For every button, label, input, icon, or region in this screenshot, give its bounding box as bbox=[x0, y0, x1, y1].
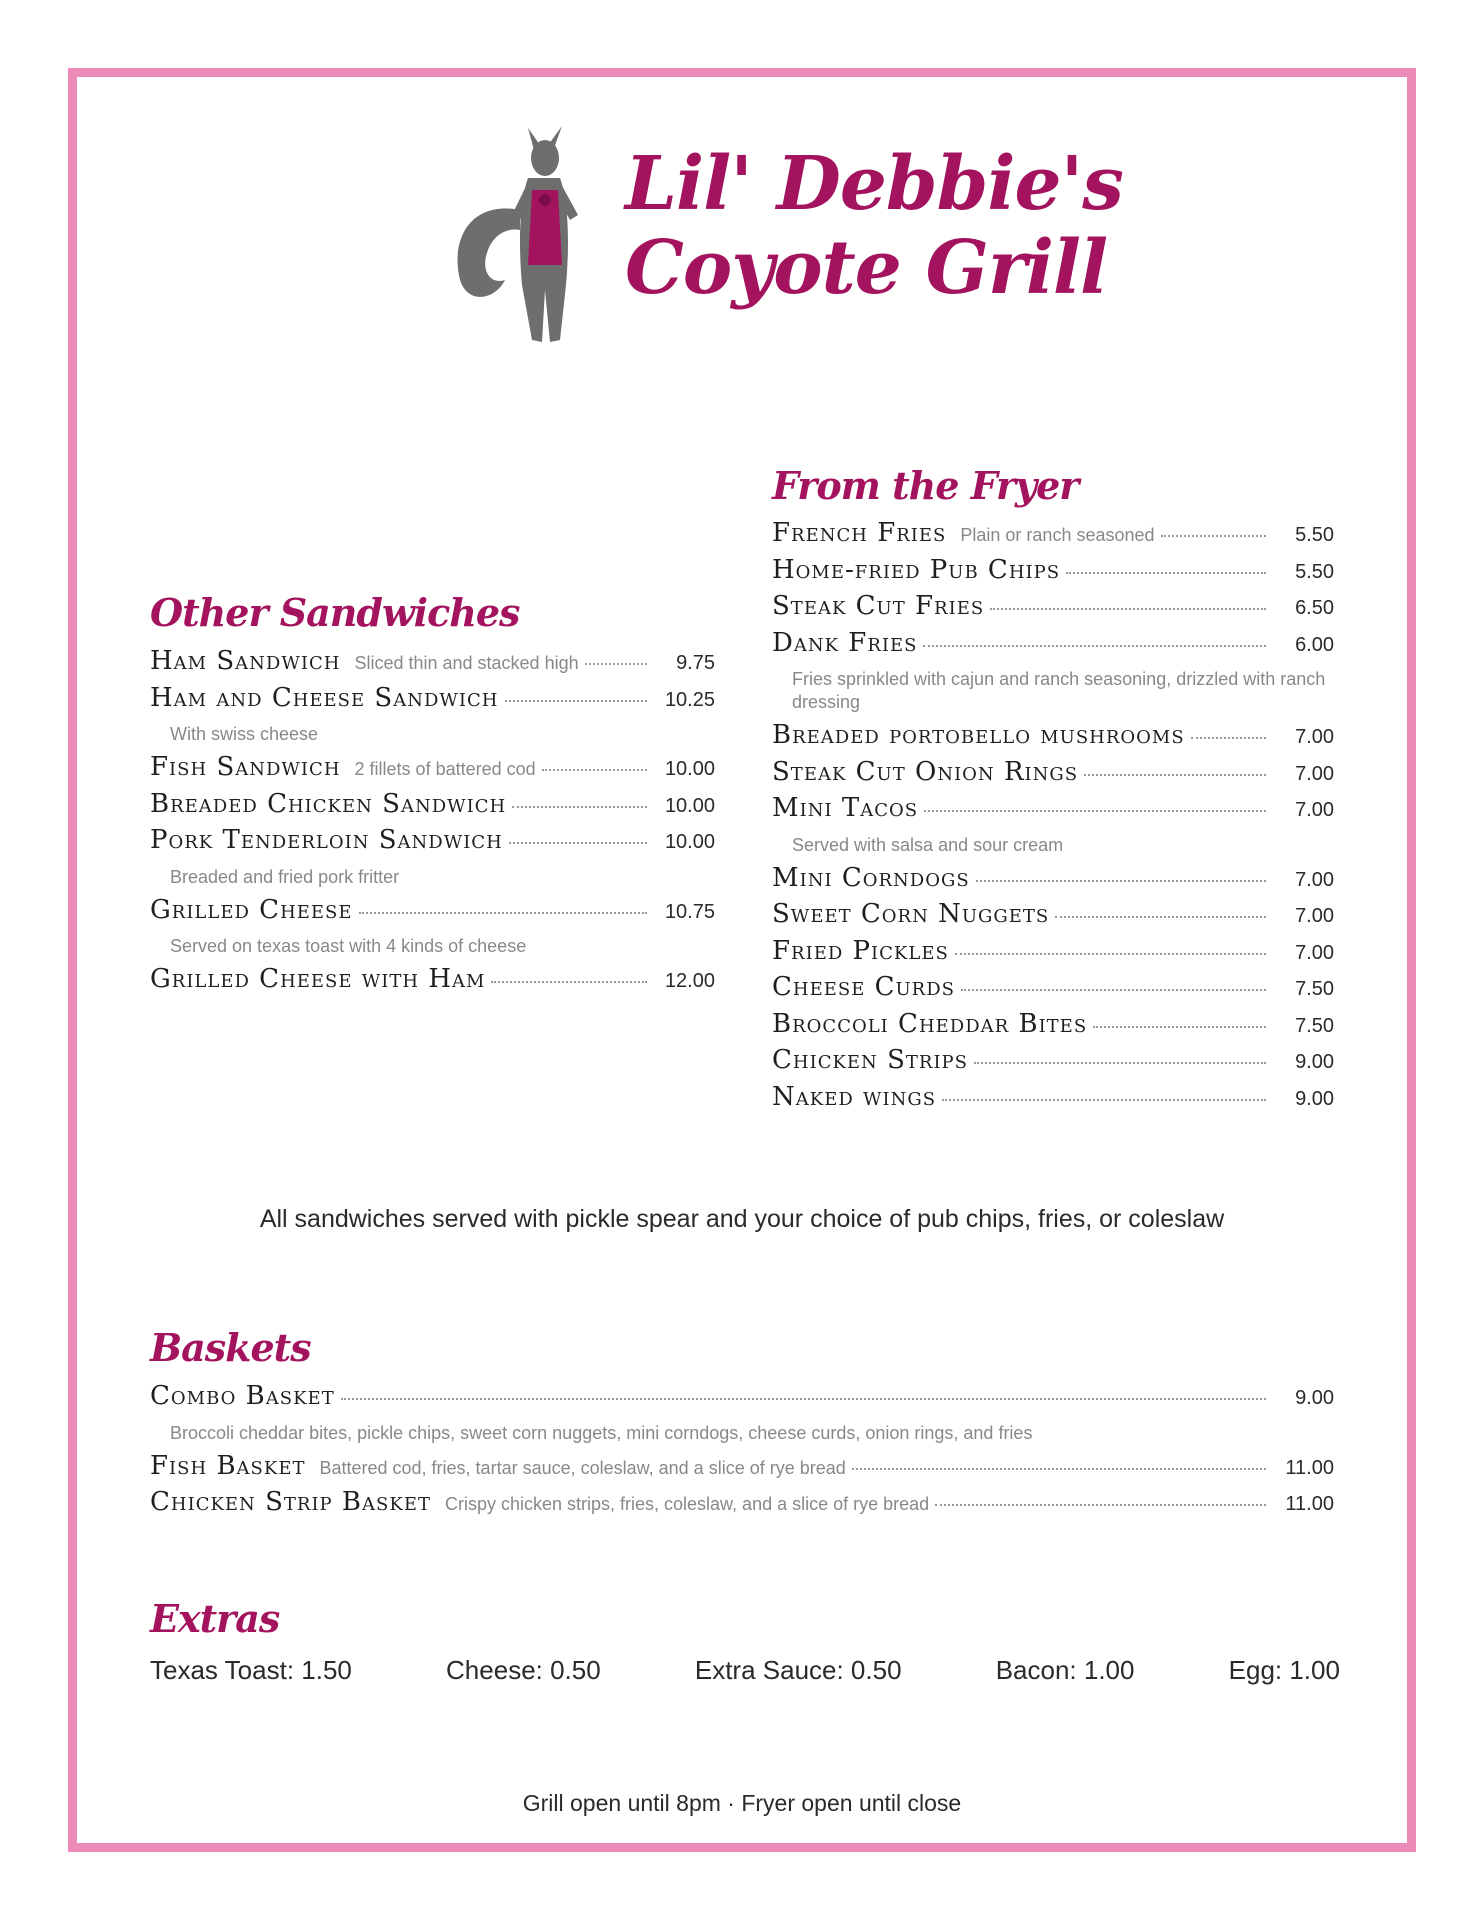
section-title-baskets: Baskets bbox=[150, 1325, 311, 1370]
section-title-extras: Extras bbox=[150, 1596, 280, 1641]
item-price: 12.00 bbox=[664, 970, 715, 992]
menu-item bbox=[772, 1009, 1334, 1046]
item-note: Broccoli cheddar bites, pickle chips, sweet corn nuggets, mini corndogs, cheese curds, onion rings, and fries bbox=[170, 1422, 1033, 1443]
item-name: Home-fried Pub Chips bbox=[772, 554, 1061, 585]
item-name: Ham and Cheese Sandwich bbox=[150, 682, 499, 713]
sandwich-sides-banner: All sandwiches served with pickle spear and your choice of pub chips, fries, or coleslaw bbox=[259, 1205, 1225, 1233]
item-price: 11.00 bbox=[1285, 1493, 1334, 1515]
menu-item bbox=[772, 936, 1334, 973]
leader-dots bbox=[1066, 572, 1266, 574]
extra-item: Extra Sauce: 0.50 bbox=[694, 1655, 902, 1685]
item-price: 6.50 bbox=[1295, 597, 1334, 619]
item-name: Chicken Strip Basket bbox=[150, 1487, 431, 1517]
item-price: 10.75 bbox=[664, 900, 715, 923]
item-price: 9.00 bbox=[1295, 1387, 1334, 1409]
menu-item bbox=[772, 628, 1334, 665]
menu-item bbox=[772, 899, 1334, 936]
item-description: Battered cod, fries, tartar sauce, coleslaw, and a slice of rye bread bbox=[319, 1457, 846, 1478]
item-name: Breaded Chicken Sandwich bbox=[150, 788, 507, 819]
item-price: 7.50 bbox=[1295, 1014, 1334, 1037]
leader-dots bbox=[509, 842, 647, 844]
item-price: 7.00 bbox=[1295, 905, 1334, 927]
item-name: Fish Sandwich bbox=[150, 752, 341, 782]
item-price: 7.50 bbox=[1295, 978, 1334, 1000]
item-price: 9.00 bbox=[1295, 1087, 1334, 1110]
item-price: 10.00 bbox=[664, 758, 715, 780]
item-price: 7.00 bbox=[1295, 868, 1334, 891]
extra-item: Cheese: 0.50 bbox=[446, 1655, 601, 1685]
item-name: Mini Tacos bbox=[772, 793, 919, 823]
extra-item: Bacon: 1.00 bbox=[995, 1655, 1135, 1685]
menu-item bbox=[150, 825, 715, 862]
leader-dots bbox=[924, 810, 1266, 812]
menu-item bbox=[150, 646, 715, 683]
item-description: 2 fillets of battered cod bbox=[354, 759, 536, 779]
menu-item bbox=[150, 752, 715, 789]
menu-item bbox=[772, 863, 1334, 900]
leader-dots bbox=[852, 1468, 1266, 1470]
menu-item bbox=[772, 1045, 1334, 1082]
sandwiches-menu bbox=[150, 646, 715, 1001]
menu-item bbox=[772, 555, 1334, 592]
leader-dots bbox=[976, 880, 1266, 882]
item-note: Served on texas toast with 4 kinds of cheese bbox=[170, 936, 527, 956]
item-price: 9.00 bbox=[1295, 1051, 1334, 1073]
leader-dots bbox=[935, 1504, 1266, 1506]
leader-dots bbox=[585, 663, 647, 665]
item-note: Served with salsa and sour cream bbox=[792, 834, 1064, 855]
menu-item bbox=[150, 683, 715, 720]
menu-item bbox=[150, 1451, 1334, 1488]
item-name: Sweet Corn Nuggets bbox=[772, 899, 1050, 929]
item-name: Cheese Curds bbox=[772, 972, 955, 1002]
item-price: 6.00 bbox=[1295, 633, 1334, 656]
item-name: Combo Basket bbox=[150, 1381, 335, 1411]
item-name: Grilled Cheese with Ham bbox=[150, 964, 486, 994]
menu-item bbox=[772, 720, 1334, 757]
item-price: 7.00 bbox=[1295, 726, 1334, 748]
item-description: Crispy chicken strips, fries, coleslaw, and a slice of rye bread bbox=[444, 1494, 930, 1514]
item-name: Fish Basket bbox=[150, 1450, 306, 1481]
extra-item: Egg: 1.00 bbox=[1228, 1655, 1340, 1685]
leader-dots bbox=[1191, 737, 1266, 739]
section-title-fryer: From the Fryer bbox=[772, 463, 1079, 508]
extra-item: Texas Toast: 1.50 bbox=[150, 1655, 352, 1685]
menu-item bbox=[772, 793, 1334, 830]
leader-dots bbox=[505, 700, 648, 702]
item-note: Fries sprinkled with cajun and ranch seasoning, drizzled with ranch dressing bbox=[792, 669, 1326, 712]
item-note: Breaded and fried pork fritter bbox=[170, 866, 400, 887]
leader-dots bbox=[974, 1062, 1266, 1064]
item-name: Ham Sandwich bbox=[150, 646, 341, 676]
leader-dots bbox=[341, 1398, 1266, 1400]
baskets-menu bbox=[150, 1381, 1334, 1524]
leader-dots bbox=[359, 912, 647, 914]
fryer-menu bbox=[772, 518, 1334, 1118]
section-title-sandwiches: Other Sandwiches bbox=[150, 590, 520, 635]
item-name: Steak Cut Fries bbox=[772, 591, 985, 621]
item-description: Plain or ranch seasoned bbox=[960, 525, 1155, 545]
item-price: 10.00 bbox=[664, 794, 715, 817]
item-name: Mini Corndogs bbox=[772, 862, 970, 893]
menu-item bbox=[772, 591, 1334, 628]
leader-dots bbox=[1055, 916, 1266, 918]
leader-dots bbox=[942, 1099, 1266, 1101]
leader-dots bbox=[1161, 535, 1266, 537]
menu-item bbox=[150, 1487, 1334, 1524]
brand-line-1: Lil' Debbie's bbox=[625, 141, 1123, 227]
leader-dots bbox=[923, 645, 1266, 647]
menu-item bbox=[150, 1381, 1334, 1418]
brand-line-2: Coyote Grill bbox=[625, 225, 1108, 311]
item-note: With swiss cheese bbox=[170, 724, 319, 744]
item-name: French Fries bbox=[772, 518, 947, 548]
menu-item bbox=[150, 895, 715, 932]
item-description: Sliced thin and stacked high bbox=[354, 653, 579, 673]
item-name: Breaded portobello mushrooms bbox=[772, 720, 1185, 750]
item-price: 10.00 bbox=[664, 831, 715, 853]
item-price: 7.00 bbox=[1295, 762, 1334, 785]
leader-dots bbox=[990, 608, 1266, 610]
item-price: 5.50 bbox=[1295, 560, 1334, 583]
item-name: Steak Cut Onion Rings bbox=[772, 756, 1079, 787]
item-price: 5.50 bbox=[1295, 524, 1334, 546]
menu-item bbox=[150, 964, 715, 1001]
item-price: 7.00 bbox=[1295, 941, 1334, 964]
item-price: 10.25 bbox=[664, 688, 715, 711]
restaurant-name bbox=[625, 142, 1123, 310]
item-name: Grilled Cheese bbox=[150, 894, 353, 925]
leader-dots bbox=[955, 953, 1266, 955]
menu-item bbox=[772, 518, 1334, 555]
logo bbox=[450, 120, 1123, 370]
item-price: 7.00 bbox=[1295, 799, 1334, 821]
item-price: 11.00 bbox=[1285, 1456, 1334, 1479]
menu-item bbox=[772, 972, 1334, 1009]
item-price: 9.75 bbox=[676, 652, 715, 674]
leader-dots bbox=[542, 769, 647, 771]
leader-dots bbox=[491, 981, 647, 983]
leader-dots bbox=[512, 806, 647, 808]
coyote-waitress-icon bbox=[450, 120, 620, 365]
item-name: Naked wings bbox=[772, 1081, 937, 1112]
menu-item bbox=[772, 1082, 1334, 1119]
menu-item bbox=[772, 757, 1334, 794]
item-name: Chicken Strips bbox=[772, 1045, 968, 1075]
menu-item bbox=[150, 789, 715, 826]
item-name: Broccoli Cheddar Bites bbox=[772, 1008, 1088, 1039]
item-name: Dank Fries bbox=[772, 627, 918, 658]
hours-footer: Grill open until 8pm · Fryer open until close bbox=[522, 1790, 962, 1816]
leader-dots bbox=[1084, 774, 1266, 776]
extras-list bbox=[150, 1655, 1340, 1686]
leader-dots bbox=[961, 989, 1266, 991]
leader-dots bbox=[1093, 1026, 1266, 1028]
item-name: Fried Pickles bbox=[772, 935, 949, 966]
item-name: Pork Tenderloin Sandwich bbox=[150, 825, 503, 855]
